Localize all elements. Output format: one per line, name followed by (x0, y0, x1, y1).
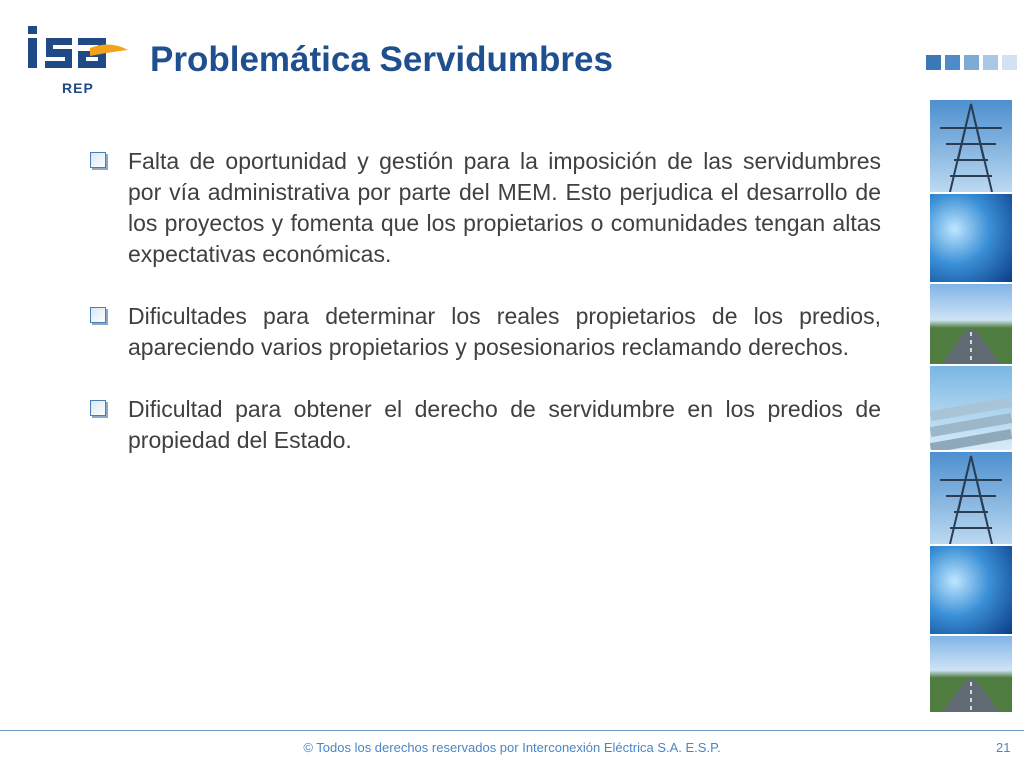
fiber-optics-photo (930, 194, 1012, 284)
bullet-item (88, 301, 881, 363)
pipelines-photo (930, 366, 1012, 452)
footer-copyright: © Todos los derechos reservados por Interconexión Eléctrica S.A. E.S.P. (303, 740, 721, 755)
highway-photo (930, 636, 1012, 712)
photo-strip (930, 100, 1012, 708)
slide-title: Problemática Servidumbres (150, 40, 613, 79)
bullet-text: Falta de oportunidad y gestión para la imposición de las servidumbres por vía administrativa por parte del MEM. Esto perjudica el desarrollo de los proyectos y fomenta que los propietarios o comunidades tengan altas expectativas económicas. (128, 148, 881, 267)
bullet-text: Dificultades para determinar los reales propietarios de los predios, apareciendo varios propietarios y posesionarios reclamando derechos. (128, 303, 881, 360)
footer-divider (0, 730, 1024, 731)
highway-photo (930, 284, 1012, 366)
logo-rep-text: REP (62, 80, 94, 96)
transmission-tower-photo (930, 452, 1012, 546)
checkbox-bullet-icon (90, 152, 106, 168)
fiber-optics-photo (930, 546, 1012, 636)
transmission-tower-photo (930, 100, 1012, 194)
bullet-text: Dificultad para obtener el derecho de servidumbre en los predios de propiedad del Estado. (128, 396, 881, 453)
checkbox-bullet-icon (90, 307, 106, 323)
checkbox-bullet-icon (90, 400, 106, 416)
bullet-item (88, 146, 881, 270)
bullet-list (88, 146, 881, 487)
page-number: 21 (996, 740, 1011, 755)
bullet-item (88, 394, 881, 456)
decorative-squares (926, 55, 1017, 70)
